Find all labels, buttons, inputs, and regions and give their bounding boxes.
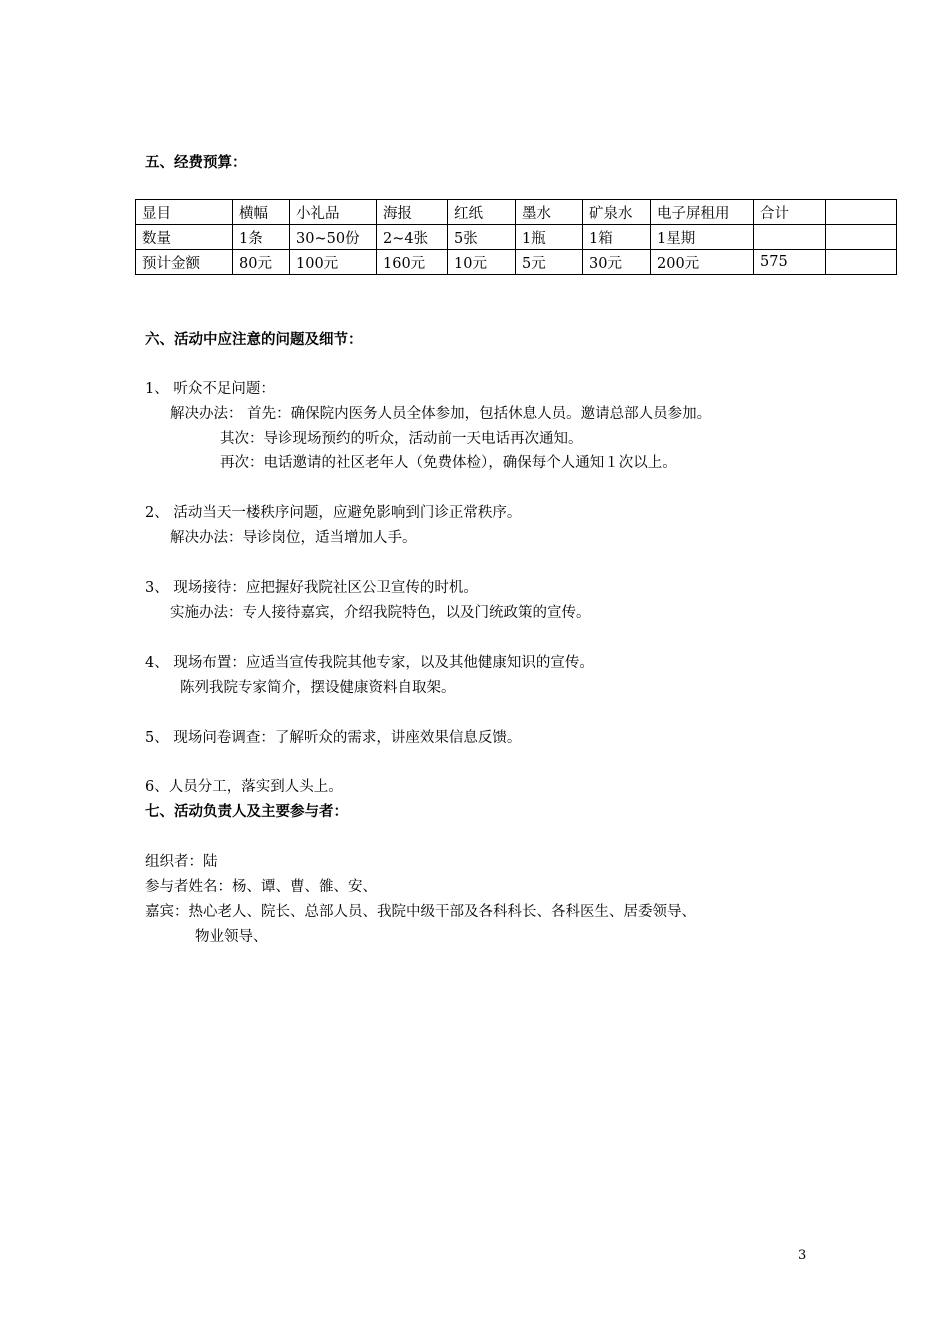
item1-line2: 其次：导诊现场预约的听众，活动前一天电话再次通知。 [220, 431, 583, 447]
section7-title: 七、活动负责人及主要参与者： [145, 803, 348, 820]
item3-line1: 实施办法：专人接待嘉宾，介绍我院特色，以及门统政策的宣传。 [170, 605, 591, 621]
table-cell: 160元 [377, 250, 448, 275]
table-cell [754, 225, 826, 250]
table-cell: 红纸 [448, 200, 516, 225]
table-cell: 200元 [651, 250, 754, 275]
table-cell: 显目 [136, 200, 233, 225]
table-cell: 575 [754, 250, 826, 275]
page-number: 3 [798, 1248, 807, 1263]
table-row [136, 200, 897, 225]
budget-table [135, 199, 897, 275]
section6-title: 六、活动中应注意的问题及细节： [145, 331, 363, 348]
table-cell: 1条 [233, 225, 290, 250]
table-cell: 预计金额 [136, 250, 233, 275]
table-cell: 矿泉水 [583, 200, 651, 225]
table-cell: 电子屏租用 [651, 200, 754, 225]
table-cell: 80元 [233, 250, 290, 275]
table-cell: 横幅 [233, 200, 290, 225]
table-cell: 100元 [290, 250, 377, 275]
table-cell: 2~4张 [377, 225, 448, 250]
table-cell: 10元 [448, 250, 516, 275]
item1-line1: 解决办法： 首先：确保院内医务人员全体参加，包括休息人员。邀请总部人员参加。 [170, 406, 712, 422]
table-cell [826, 225, 897, 250]
table-cell: 小礼品 [290, 200, 377, 225]
table-cell [826, 200, 897, 225]
table-cell: 30~50份 [290, 225, 377, 250]
table-cell: 1星期 [651, 225, 754, 250]
item4-heading: 4、 现场布置：应适当宣传我院其他专家，以及其他健康知识的宣传。 [145, 655, 594, 671]
table-cell: 5元 [516, 250, 583, 275]
table-cell: 墨水 [516, 200, 583, 225]
item2-heading: 2、 活动当天一楼秩序问题，应避免影响到门诊正常秩序。 [145, 505, 522, 521]
guests-line2: 物业领导、 [195, 929, 268, 945]
table-cell: 海报 [377, 200, 448, 225]
table-cell: 数量 [136, 225, 233, 250]
table-cell: 5张 [448, 225, 516, 250]
budget-table-body [136, 200, 897, 275]
item3-heading: 3、 现场接待：应把握好我院社区公卫宣传的时机。 [145, 580, 478, 596]
table-cell: 30元 [583, 250, 651, 275]
item4-line1: 陈列我院专家简介，摆设健康资料自取架。 [180, 680, 456, 696]
item5-heading: 5、 现场问卷调查：了解听众的需求，讲座效果信息反馈。 [145, 730, 522, 746]
item2-line1: 解决办法：导诊岗位，适当增加人手。 [170, 530, 417, 546]
table-cell: 合计 [754, 200, 826, 225]
table-cell [826, 250, 897, 275]
table-cell: 1箱 [583, 225, 651, 250]
guests-line1: 嘉宾：热心老人、院长、总部人员、我院中级干部及各科科长、各科医生、居委领导、 [145, 904, 696, 920]
table-row [136, 250, 897, 275]
item1-heading: 1、 听众不足问题： [145, 381, 275, 397]
section5-title: 五、经费预算： [145, 154, 247, 171]
organizer: 组织者：陆 [145, 854, 218, 870]
item1-line3: 再次：电话邀请的社区老年人（免费体检），确保每个人通知１次以上。 [220, 455, 677, 471]
table-cell: 1瓶 [516, 225, 583, 250]
participants: 参与者姓名：杨、谭、曹、雒、安、 [145, 879, 377, 895]
item6-heading: 6、人员分工，落实到人头上。 [145, 779, 343, 795]
table-row [136, 225, 897, 250]
